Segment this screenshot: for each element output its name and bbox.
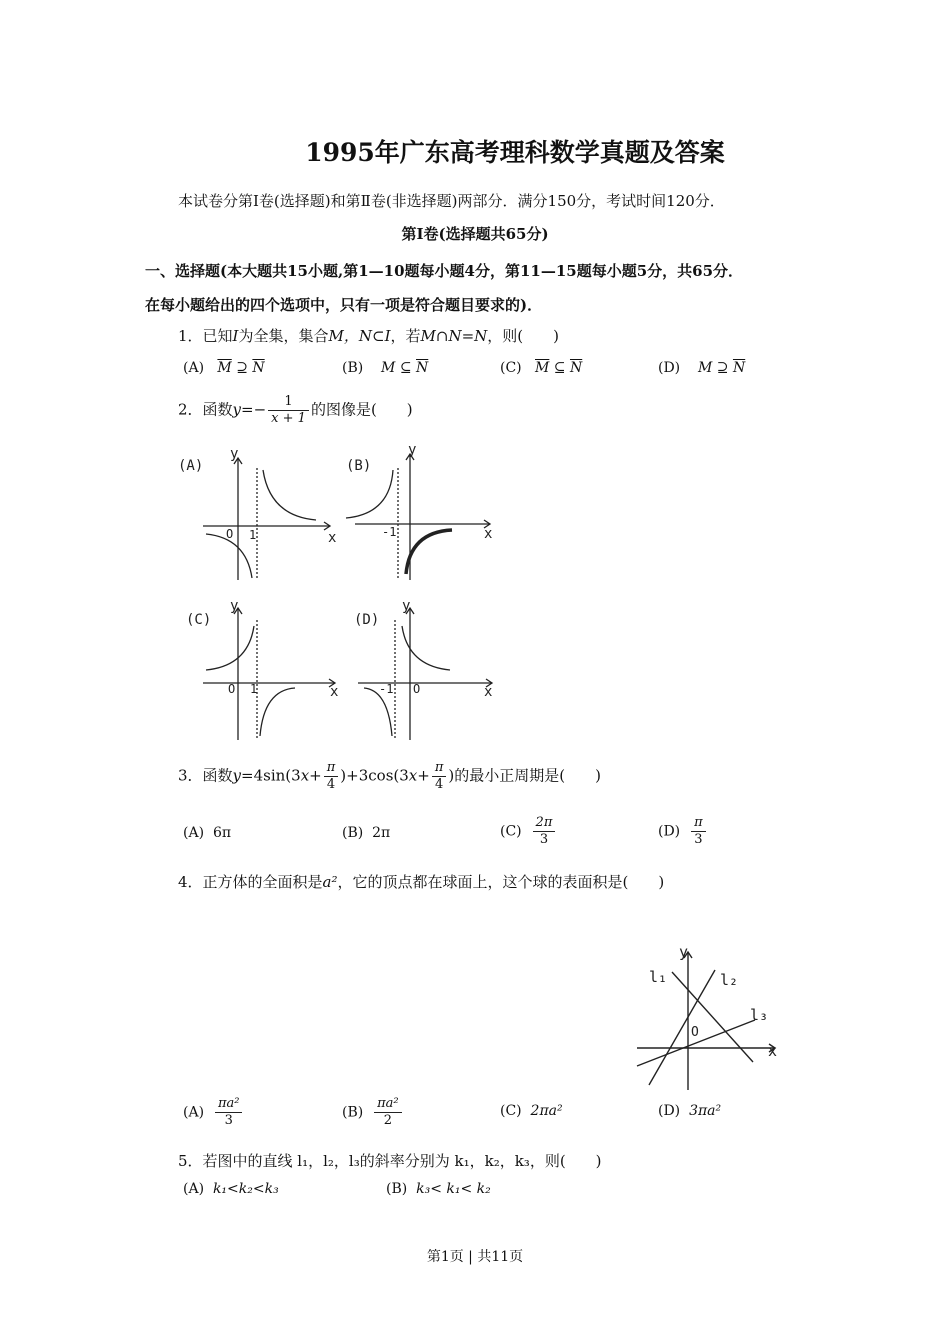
option-set: $\overline{M}$ — [217, 360, 232, 376]
q1-set-i: I — [232, 327, 239, 345]
option-relation: ⊆ — [553, 360, 566, 376]
option-value: 2πa² — [530, 1103, 563, 1119]
volume-heading: 第Ⅰ卷(选择题共65分) — [401, 225, 549, 243]
option-relation: ⊇ — [716, 360, 729, 376]
origin-label: O — [226, 527, 234, 541]
question-2 — [178, 394, 413, 427]
fraction-numerator: 2π — [533, 815, 556, 832]
graph-c — [203, 608, 335, 740]
option-label: (C) — [500, 360, 522, 376]
fraction-denominator: 3 — [224, 1113, 233, 1128]
question-3 — [178, 760, 601, 793]
fraction-numerator: πa² — [374, 1096, 402, 1113]
line-l2-label: l₂ — [720, 971, 739, 989]
q5-option-b — [386, 1181, 491, 1197]
q1-option-a — [183, 360, 265, 376]
option-value: 2π — [372, 825, 391, 841]
q5-text: 5．若图中的直线 l₁，l₂，l₃的斜率分别为 k₁，k₂，k₃，则( ) — [178, 1152, 602, 1170]
axis-label: x — [768, 1042, 778, 1060]
fraction-numerator: π — [432, 760, 447, 777]
section-heading-line1: 一、选择题(本大题共15小题,第1—10题每小题4分，第11—15题每小题5分，共65分． — [145, 262, 744, 280]
q3-fraction — [324, 760, 339, 793]
option-relation: ⊆ — [399, 360, 412, 376]
option-value: k₁<k₂<k₃ — [212, 1181, 279, 1197]
option-label: (C) — [500, 1103, 522, 1119]
graph-a — [203, 458, 330, 580]
axis-label: x — [330, 684, 339, 700]
option-label: (D) — [658, 823, 681, 840]
axis-label: x — [484, 526, 493, 542]
fraction-denominator: 2 — [383, 1113, 393, 1128]
q3-fraction — [432, 760, 447, 793]
q3-text: )+3cos(3 — [340, 766, 409, 785]
q2-function: y=− — [232, 400, 267, 419]
fraction-numerator: π — [324, 760, 339, 777]
fraction-denominator: x + 1 — [271, 411, 306, 426]
option-value: k₃< k₁< k₂ — [416, 1181, 491, 1197]
option-fraction — [691, 815, 706, 848]
graph-d-label: (D) — [354, 612, 380, 628]
page-title: 1995年广东高考理科数学真题及答案 — [305, 138, 725, 167]
axis-label: y — [402, 598, 411, 614]
option-set: M — [381, 360, 396, 376]
option-label: (A) — [183, 360, 205, 376]
fraction-denominator: 3 — [694, 832, 703, 847]
option-label: (B) — [342, 825, 364, 841]
q4-var: a² — [322, 873, 338, 891]
q1-set-i: I — [384, 327, 391, 345]
option-relation: ⊇ — [236, 360, 248, 376]
option-set: M — [697, 360, 713, 376]
q1-option-d — [658, 360, 745, 376]
line-l1-label: l₁ — [649, 968, 668, 986]
option-set: $\overline{N}$ — [252, 360, 265, 376]
option-label: (B) — [386, 1181, 408, 1197]
section-heading-line2: 在每小题给出的四个选项中，只有一项是符合题目要求的)． — [145, 296, 543, 314]
origin-label: O — [228, 682, 236, 696]
graph-a-label: (A) — [178, 458, 204, 474]
q1-text: ，则( ) — [487, 327, 559, 345]
graph-b-label: (B) — [346, 458, 372, 474]
axis-label: y — [230, 598, 239, 614]
q1-option-b — [342, 360, 428, 376]
option-label: (B) — [342, 1104, 364, 1121]
q2-text: 2．函数 — [178, 400, 233, 419]
q5-option-a — [183, 1181, 279, 1197]
graph-c-label: (C) — [186, 612, 212, 628]
axis-label: y — [679, 943, 689, 961]
q3-text: 3．函数 — [178, 766, 233, 785]
q3-option-b — [342, 825, 390, 841]
fraction-denominator: 4 — [326, 777, 336, 792]
q4-option-a — [183, 1096, 244, 1129]
q3-var: x — [300, 766, 310, 785]
q2-text: 的图像是( ) — [310, 400, 413, 419]
page-footer: 第1页 | 共11页 — [426, 1249, 524, 1265]
axis-label: x — [328, 530, 337, 546]
q1-text: ，若 — [390, 327, 421, 345]
q4-option-c — [500, 1103, 563, 1119]
tick-label: 1 — [249, 528, 257, 542]
option-fraction — [374, 1096, 402, 1129]
question-4 — [178, 871, 664, 892]
q1-option-c — [500, 360, 582, 376]
fraction-numerator: 1 — [268, 394, 309, 411]
q3-option-c — [500, 815, 557, 848]
option-label: (A) — [183, 825, 205, 841]
tick-label: 1 — [250, 682, 258, 696]
q3-option-a — [183, 825, 231, 841]
fraction-numerator: πa² — [215, 1096, 243, 1113]
q4-option-d — [658, 1103, 721, 1119]
tick-label: -1 — [382, 525, 397, 539]
q3-text: + — [417, 766, 430, 785]
question-1 — [178, 325, 559, 346]
option-fraction — [533, 815, 556, 848]
q1-subset-symbol: ⊂ — [371, 327, 385, 345]
question-5 — [178, 1150, 602, 1171]
intro-text: 本试卷分第Ⅰ卷(选择题)和第Ⅱ卷(非选择题)两部分．满分150分，考试时间120分． — [178, 192, 725, 210]
q3-text: )的最小正周期是( ) — [448, 766, 601, 785]
q1-condition: M∩N=N — [420, 327, 488, 345]
option-set: $\overline{N}$ — [416, 360, 429, 376]
q3-var: y — [232, 766, 242, 785]
option-label: (A) — [183, 1181, 205, 1197]
option-label: (D) — [658, 1103, 681, 1119]
q3-text: + — [309, 766, 322, 785]
option-value: 6π — [212, 825, 232, 841]
option-fraction — [215, 1096, 243, 1129]
q5-figure — [625, 940, 795, 1092]
origin-label: O — [691, 1025, 699, 1040]
option-set: $\overline{M}$ — [535, 360, 550, 376]
line-l3-label: l₃ — [750, 1006, 769, 1024]
option-label: (A) — [183, 1104, 205, 1121]
fraction-numerator: π — [691, 815, 706, 832]
q4-text: ，它的顶点都在球面上，这个球的表面积是( ) — [337, 873, 665, 891]
line-l2 — [649, 970, 715, 1085]
fraction-denominator: 4 — [434, 777, 444, 792]
q1-text: 为全集，集合 — [238, 327, 329, 345]
q2-graphs — [170, 440, 510, 745]
q3-var: x — [408, 766, 418, 785]
q4-text: 4．正方体的全面积是 — [178, 873, 323, 891]
option-label: (D) — [658, 360, 681, 376]
option-set: $\overline{N}$ — [732, 360, 746, 376]
axis-label: x — [484, 684, 493, 700]
q1-text: 1．已知 — [178, 327, 233, 345]
axis-label: y — [230, 446, 239, 462]
q2-fraction — [268, 394, 309, 427]
option-set: $\overline{N}$ — [569, 360, 583, 376]
axis-label: y — [408, 442, 417, 458]
option-label: (B) — [342, 360, 364, 376]
option-label: (C) — [500, 823, 522, 840]
fraction-denominator: 3 — [539, 832, 549, 847]
origin-label: O — [413, 682, 421, 696]
q3-text: =4sin(3 — [241, 766, 301, 785]
q3-option-d — [658, 815, 708, 848]
tick-label: -1 — [379, 682, 394, 696]
option-value: 3πa² — [689, 1103, 722, 1119]
q1-sets: M，N — [328, 327, 372, 345]
q4-option-b — [342, 1096, 404, 1129]
